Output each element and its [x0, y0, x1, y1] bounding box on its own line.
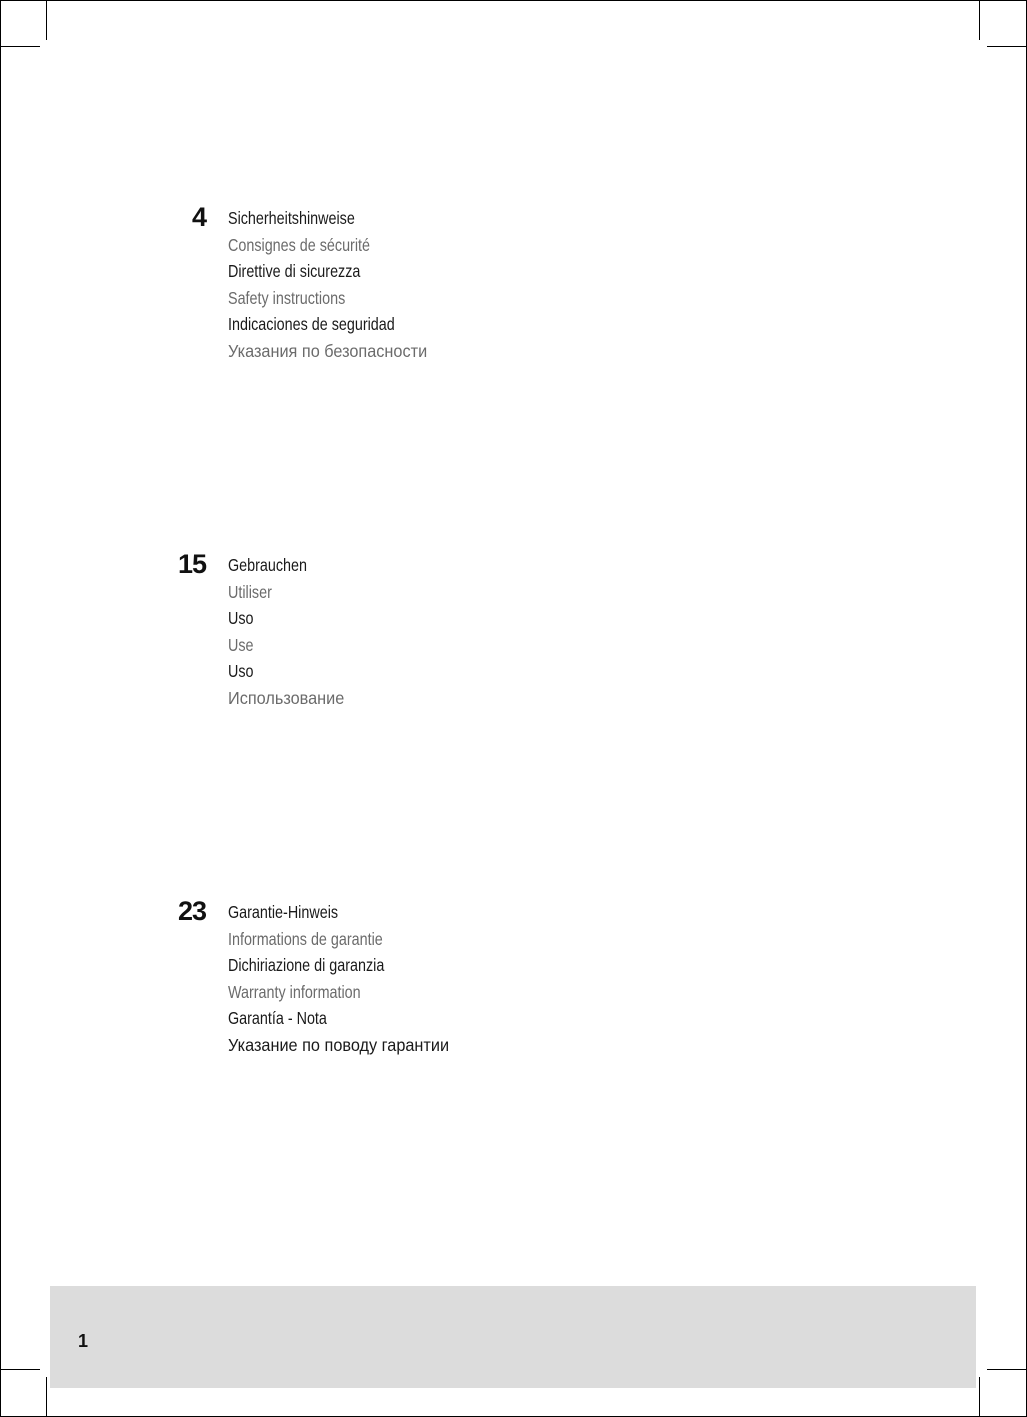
toc-entry-list — [228, 205, 442, 365]
toc-page-number: 4 — [191, 202, 206, 232]
toc-entry-it[interactable]: Direttive di sicurezza — [228, 261, 361, 282]
toc-entry-es[interactable]: Garantía - Nota — [228, 1008, 327, 1029]
toc-entry-ru[interactable]: Использование — [228, 687, 345, 708]
toc-entry-de[interactable]: Gebrauchen — [228, 555, 307, 575]
crop-mark-top-left-horizontal — [0, 46, 40, 47]
toc-entry-fr[interactable]: Consignes de sécurité — [228, 234, 370, 255]
crop-mark-bottom-right-vertical — [979, 1377, 980, 1417]
toc-entry-en[interactable]: Use — [228, 634, 254, 655]
toc-page-number: 15 — [177, 549, 206, 579]
toc-entry-es[interactable]: Indicaciones de seguridad — [228, 314, 395, 335]
crop-mark-top-left-vertical — [46, 0, 47, 40]
footer-page-number: 1 — [78, 1331, 89, 1351]
toc-page-number: 23 — [177, 896, 206, 926]
toc-entry-it[interactable]: Uso — [228, 608, 254, 629]
toc-entry-fr[interactable]: Utiliser — [228, 581, 272, 602]
toc-entry-de[interactable]: Garantie-Hinweis — [228, 902, 339, 922]
toc-entry-list — [228, 899, 466, 1059]
crop-mark-top-right-horizontal — [987, 46, 1027, 47]
toc-entry-ru[interactable]: Указания по безопасности — [228, 340, 428, 361]
crop-mark-bottom-left-horizontal — [0, 1369, 40, 1370]
toc-entry-fr[interactable]: Informations de garantie — [228, 928, 383, 949]
toc-entry-en[interactable]: Warranty information — [228, 981, 361, 1002]
toc-entry-de[interactable]: Sicherheitshinweise — [228, 208, 355, 228]
crop-mark-bottom-left-vertical — [46, 1377, 47, 1417]
footer-band — [50, 1286, 976, 1388]
toc-entry-es[interactable]: Uso — [228, 661, 254, 682]
crop-mark-top-right-vertical — [979, 0, 980, 40]
toc-entry-it[interactable]: Dichiriazione di garanzia — [228, 955, 385, 976]
crop-mark-bottom-right-horizontal — [987, 1369, 1027, 1370]
toc-entry-en[interactable]: Safety instructions — [228, 287, 346, 308]
toc-entry-list — [228, 552, 353, 712]
toc-entry-ru[interactable]: Указание по поводу гарантии — [228, 1034, 450, 1055]
